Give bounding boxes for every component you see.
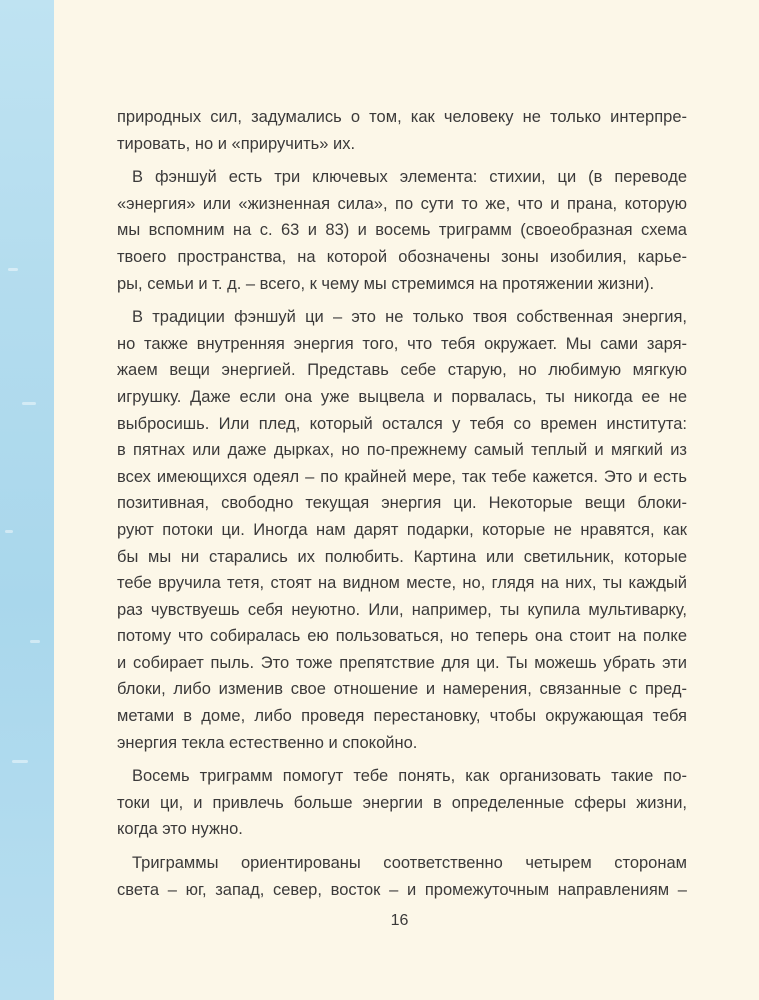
text-line: света – юг, запад, север, восток – и промежуточным направлениям –: [117, 880, 687, 899]
text-line: тировать, но и «приручить» их.: [117, 134, 356, 153]
text-line: раз чувствуешь себя неуютно. Или, например, ты купила мультиварку,: [117, 600, 687, 619]
text-line: позитивная, свободно текущая энергия ци. Некоторые вещи блоки-: [117, 494, 687, 513]
page-number: 16: [390, 912, 409, 929]
text-line: токи ци, и привлечь больше энергии в определенные сферы жизни,: [117, 793, 687, 812]
text-line: Восемь триграмм помогут тебе понять, как организовать такие по-: [132, 767, 687, 786]
text-line: «энергия» или «жизненная сила», по сути то же, что и прана, которую: [117, 194, 687, 213]
paragraph: [117, 164, 687, 297]
paragraph: [117, 104, 687, 157]
text-line: потому что собиралась ею пользоваться, но теперь она стоит на полке: [117, 627, 687, 646]
text-line: метами в доме, либо проведя перестановку, чтобы окружающая тебя: [117, 707, 687, 726]
text-line: бы мы ни старались их полюбить. Картина или светильник, которые: [117, 547, 687, 566]
text-line: выбросишь. Или плед, который остался у тебя со времен института:: [117, 414, 687, 433]
text-line: энергия текла естественно и спокойно.: [117, 733, 418, 752]
text-line: когда это нужно.: [117, 820, 243, 839]
paragraph: [117, 850, 687, 903]
text-line: руют потоки ци. Иногда нам дарят подарки, которые не нравятся, как: [117, 520, 687, 539]
paragraph: [117, 763, 687, 843]
text-line: Триграммы ориентированы соответственно четырем сторонам: [132, 854, 687, 873]
side-strip-speck: [5, 530, 13, 533]
text-line: В фэншуй есть три ключевых элемента: стихии, ци (в переводе: [132, 168, 687, 187]
text-line: твоего пространства, на которой обозначены зоны изобилия, карье-: [117, 247, 687, 266]
text-line: В традиции фэншуй ци – это не только твоя собственная энергия,: [132, 308, 687, 327]
text-line: игрушку. Даже если она уже выцвела и порвалась, ты никогда ее не: [117, 387, 687, 406]
side-strip-speck: [22, 402, 36, 405]
text-line: всех имеющихся одеял – по крайней мере, так тебе кажется. Это и есть: [117, 467, 687, 486]
text-line: ры, семьи и т. д. – всего, к чему мы стремимся на протяжении жизни).: [117, 274, 655, 293]
text-line: тебе вручила тетя, стоят на видном месте, но, глядя на них, ты каждый: [117, 574, 687, 593]
side-strip-speck: [8, 268, 18, 271]
text-line: но также внутренняя энергия того, что тебя окружает. Мы сами заря-: [117, 334, 687, 353]
decorative-side-strip: [0, 0, 54, 1000]
side-strip-speck: [30, 640, 40, 643]
text-line: мы вспомним на с. 63 и 83) и восемь триграмм (своеобразная схема: [117, 221, 687, 240]
page-body: [117, 104, 687, 903]
text-line: в пятнах или даже дырках, но по-прежнему самый теплый и мягкий из: [117, 441, 687, 460]
text-line: и собирает пыль. Это тоже препятствие для ци. Ты можешь убрать эти: [117, 653, 687, 672]
side-strip-speck: [12, 760, 28, 763]
text-line: жаем вещи энергией. Представь себе старую, но любимую мягкую: [117, 361, 687, 380]
text-line: природных сил, задумались о том, как человеку не только интерпре-: [117, 108, 687, 126]
text-line: блоки, либо изменив свое отношение и намерения, связанные с пред-: [117, 680, 687, 699]
paragraph: [117, 304, 687, 756]
